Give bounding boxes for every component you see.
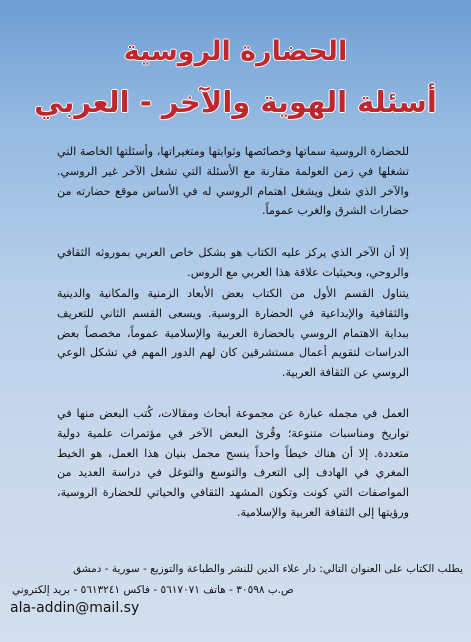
- book-title: الحضارة الروسية: [123, 36, 348, 67]
- blurb-paragraph-4: العمل في مجمله عبارة عن مجموعة أبحاث ومقالات، كُتب البعض منها في تواريخ ومناسبات متنوعة؛ وقُرئ البعض الآخر في مؤتمرات علمية دولية متعددة. إلا أن هناك خيطاً واحداً ينسج مجمل بنيان هذا العمل، هو الخيط المغري في الهادف إلى التعرف والتوسع والتوغل في دراسة العديد من المواصفات التي كونت وتكون المشهد الثقافي والحياتي للحضارة الروسية، ورؤيتها إلى الثقافة العربية والإسلامية.: [57, 407, 409, 519]
- blurb-paragraph-3: يتناول القسم الأول من الكتاب بعض الأبعاد الزمنية والمكانية والدينية والثقافية والإبداعية في الحضارة الروسية. ويسعى القسم الثاني للتعريف ببداية الاهتمام الروسي بالحضارة العربية والإسلامية عموماً، مخصصاً بعض الدراسات لتقويم أعمال مستشرقين كان لهم الدور المهم في تشكل الوعي الروسي عن الثقافة العربية.: [57, 287, 409, 380]
- publisher-email: ala-addin@mail.sy: [10, 600, 140, 616]
- publisher-address: يطلب الكتاب على العنوان التالي: دار علاء الدين للنشر والطباعة والتوزيع - سورية - دمشق: [72, 563, 463, 575]
- book-subtitle: أسئلة الهوية والآخر - العربي: [34, 85, 437, 119]
- blurb-paragraph-2: إلا أن الآخر الذي يركز عليه الكتاب هو بشكل خاص العربي بموروثه الثقافي والروحي، وبحيثيات علاقة هذا العربي مع الروس.: [57, 246, 409, 279]
- publisher-contact: ص.ب ٣٠٥٩٨ - هاتف ٥٦١٧٠٧١ - فاكس ٥٦١٣٢٤١ - بريد إلكتروني: [12, 584, 294, 596]
- blurb-paragraph-1: للحضارة الروسية سماتها وخصائصها وثوابتها ومتغيراتها، وأسئلتها الخاصة التي تشغلها في زمن العولمة مقارنة مع الأسئلة التي تشغل الآخر غير الروسي. والآخر الذي شغل ويشغل اهتمام الروسي له في الأساس موقع حضارته من حضارات الشرق والغرب عموماً.: [57, 145, 409, 218]
